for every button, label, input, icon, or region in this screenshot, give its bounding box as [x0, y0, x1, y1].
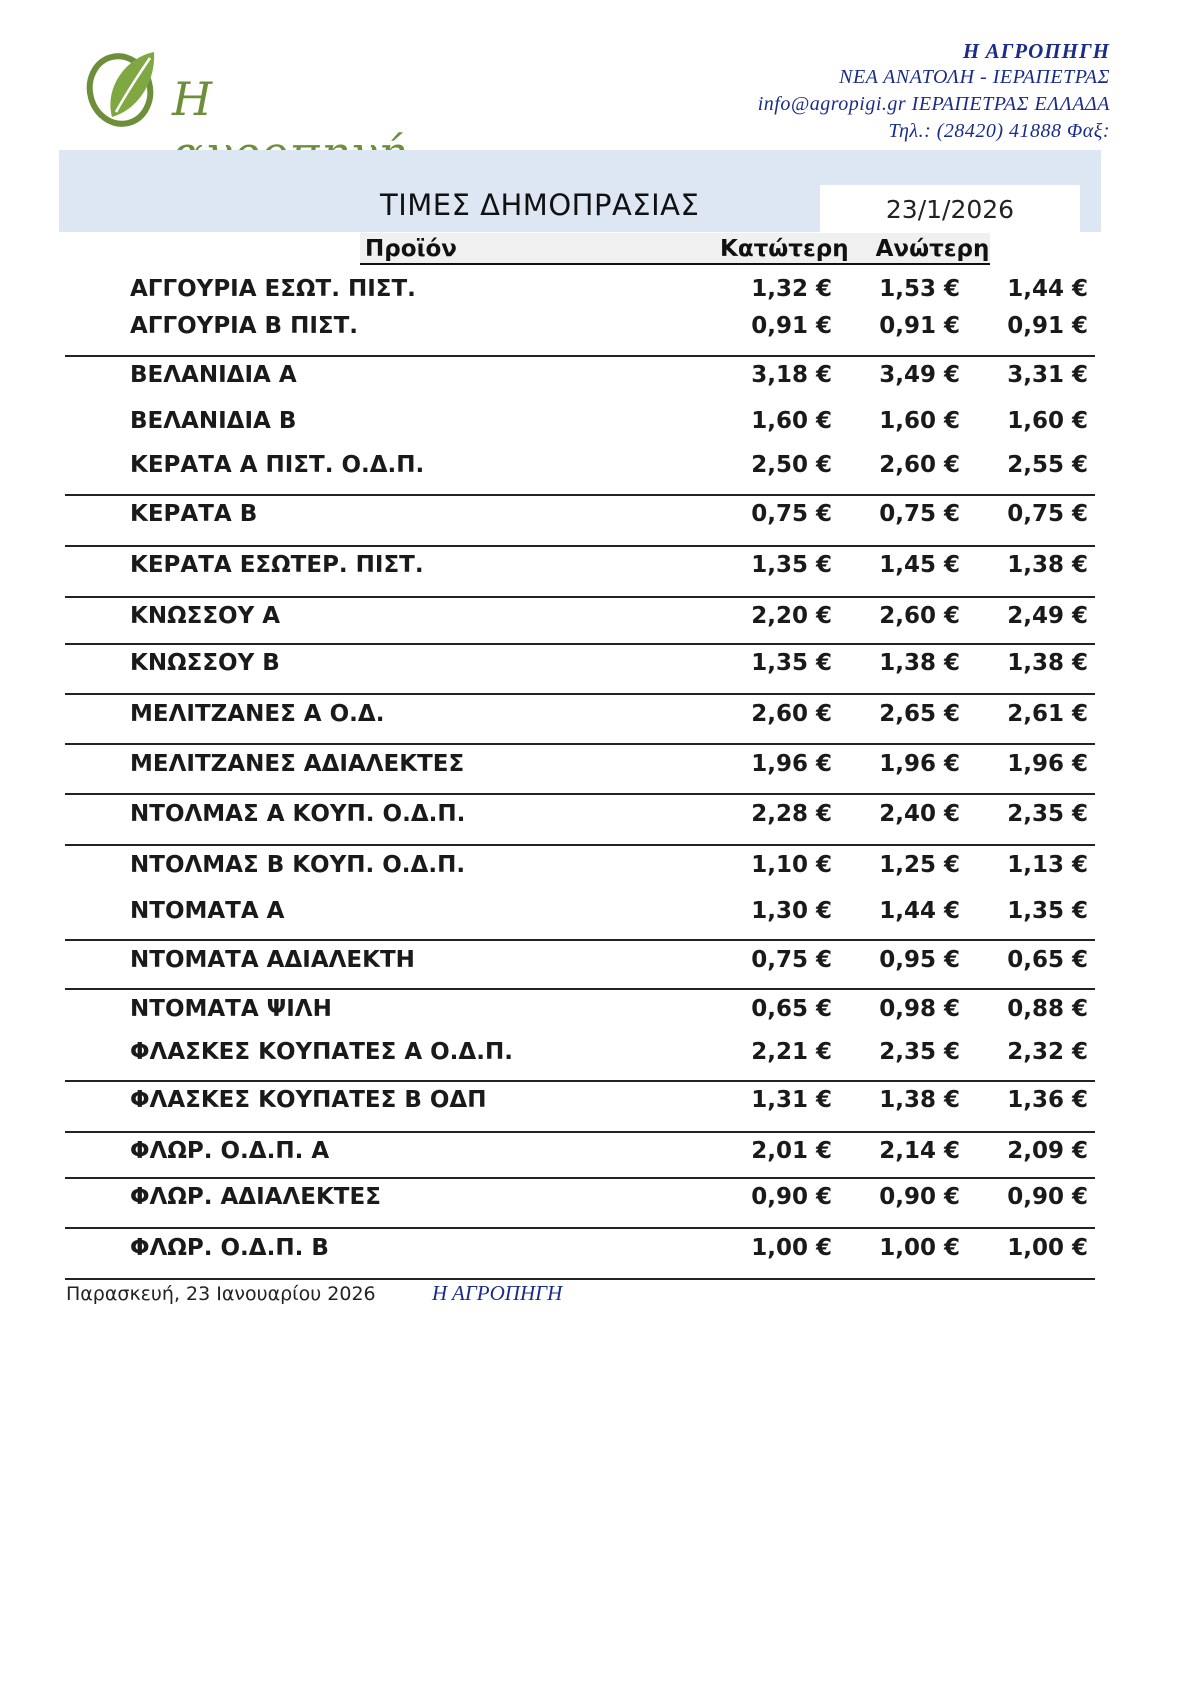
- price-high: 2,65 €: [879, 701, 960, 727]
- price-average: 2,61 €: [1007, 701, 1088, 727]
- price-low: 1,32 €: [751, 276, 832, 302]
- price-high: 0,91 €: [879, 313, 960, 339]
- column-header-product: Προϊόν: [365, 236, 457, 262]
- table-row: [0, 356, 1200, 394]
- table-row: [0, 795, 1200, 833]
- table-row: [0, 941, 1200, 979]
- company-location: ΝΕΑ ΑΝΑΤΟΛΗ - ΙΕΡΑΠΕΤΡΑΣ: [839, 66, 1110, 88]
- column-header-high: Ανώτερη: [875, 236, 990, 262]
- price-average: 1,96 €: [1007, 751, 1088, 777]
- product-name: ΦΛΩΡ. ΑΔΙΑΛΕΚΤΕΣ: [130, 1184, 381, 1210]
- price-average: 1,38 €: [1007, 552, 1088, 578]
- price-low: 1,96 €: [751, 751, 832, 777]
- price-average: 0,65 €: [1007, 947, 1088, 973]
- table-row: [0, 990, 1200, 1028]
- product-name: ΚΝΩΣΣΟΥ Β: [130, 650, 280, 676]
- product-name: ΚΕΡΑΤΑ Α ΠΙΣΤ. Ο.Δ.Π.: [130, 452, 425, 478]
- product-name: ΦΛΩΡ. Ο.Δ.Π. Α: [130, 1138, 330, 1164]
- price-low: 1,10 €: [751, 852, 832, 878]
- price-average: 0,91 €: [1007, 313, 1088, 339]
- table-row: [0, 1229, 1200, 1267]
- price-average: 0,75 €: [1007, 501, 1088, 527]
- price-low: 1,30 €: [751, 898, 832, 924]
- table-row: [0, 402, 1200, 440]
- product-name: ΦΛΑΣΚΕΣ ΚΟΥΠΑΤΕΣ Α Ο.Δ.Π.: [130, 1039, 513, 1065]
- price-average: 2,09 €: [1007, 1138, 1088, 1164]
- price-high: 2,14 €: [879, 1138, 960, 1164]
- price-average: 1,60 €: [1007, 408, 1088, 434]
- price-high: 1,45 €: [879, 552, 960, 578]
- price-low: 0,91 €: [751, 313, 832, 339]
- company-info: [758, 38, 1110, 145]
- price-high: 2,60 €: [879, 452, 960, 478]
- company-email-line: info@agropigi.gr ΙΕΡΑΠΕΤΡΑΣ ΕΛΛΑΔΑ: [757, 93, 1110, 115]
- table-row: [0, 644, 1200, 682]
- price-low: 0,90 €: [751, 1184, 832, 1210]
- column-header-low: Κατώτερη: [720, 236, 849, 262]
- price-high: 0,90 €: [879, 1184, 960, 1210]
- price-average: 2,49 €: [1007, 603, 1088, 629]
- price-high: 2,40 €: [879, 801, 960, 827]
- price-average: 1,36 €: [1007, 1087, 1088, 1113]
- price-high: 1,38 €: [879, 650, 960, 676]
- page-title: ΤΙΜΕΣ ΔΗΜΟΠΡΑΣΙΑΣ: [380, 188, 700, 222]
- price-high: 1,44 €: [879, 898, 960, 924]
- price-average: 2,55 €: [1007, 452, 1088, 478]
- price-average: 1,35 €: [1007, 898, 1088, 924]
- product-name: ΝΤΟΜΑΤΑ Α: [130, 898, 285, 924]
- table-row: [0, 495, 1200, 533]
- product-name: ΦΛΑΣΚΕΣ ΚΟΥΠΑΤΕΣ Β ΟΔΠ: [130, 1087, 487, 1113]
- table-row: [0, 1132, 1200, 1170]
- product-name: ΚΕΡΑΤΑ Β: [130, 501, 258, 527]
- price-high: 1,00 €: [879, 1235, 960, 1261]
- table-row: [0, 597, 1200, 635]
- product-name: ΒΕΛΑΝΙΔΙΑ Β: [130, 408, 297, 434]
- price-high: 1,53 €: [879, 276, 960, 302]
- company-name: Η ΑΓΡΟΠΗΓΗ: [962, 39, 1110, 63]
- product-name: ΦΛΩΡ. Ο.Δ.Π. Β: [130, 1235, 329, 1261]
- table-row: [0, 1081, 1200, 1119]
- column-header-underline: [360, 263, 990, 265]
- price-average: 1,38 €: [1007, 650, 1088, 676]
- product-name: ΑΓΓΟΥΡΙΑ ΕΣΩΤ. ΠΙΣΤ.: [130, 276, 416, 302]
- price-high: 2,35 €: [879, 1039, 960, 1065]
- price-low: 2,28 €: [751, 801, 832, 827]
- price-low: 3,18 €: [751, 362, 832, 388]
- table-row: [0, 270, 1200, 308]
- price-high: 0,75 €: [879, 501, 960, 527]
- footer-company-name: Η ΑΓΡΟΠΗΓΗ: [432, 1281, 563, 1305]
- price-low: 2,20 €: [751, 603, 832, 629]
- product-name: ΝΤΟΜΑΤΑ ΑΔΙΑΛΕΚΤΗ: [130, 947, 415, 973]
- price-low: 0,75 €: [751, 501, 832, 527]
- price-low: 2,60 €: [751, 701, 832, 727]
- price-low: 2,21 €: [751, 1039, 832, 1065]
- table-row: [0, 892, 1200, 930]
- price-low: 1,35 €: [751, 552, 832, 578]
- product-name: ΑΓΓΟΥΡΙΑ Β ΠΙΣΤ.: [130, 313, 359, 339]
- table-row: [0, 546, 1200, 584]
- product-name: ΝΤΟΛΜΑΣ Β ΚΟΥΠ. Ο.Δ.Π.: [130, 852, 466, 878]
- price-low: 1,00 €: [751, 1235, 832, 1261]
- price-high: 2,60 €: [879, 603, 960, 629]
- table-row: [0, 1033, 1200, 1071]
- table-row: [0, 307, 1200, 345]
- price-low: 2,01 €: [751, 1138, 832, 1164]
- price-average: 1,00 €: [1007, 1235, 1088, 1261]
- price-high: 1,96 €: [879, 751, 960, 777]
- price-low: 0,65 €: [751, 996, 832, 1022]
- leaf-logo-icon: [82, 42, 172, 132]
- product-name: ΒΕΛΑΝΙΔΙΑ Α: [130, 362, 297, 388]
- price-average: 1,44 €: [1007, 276, 1088, 302]
- table-row: [0, 846, 1200, 884]
- price-low: 1,31 €: [751, 1087, 832, 1113]
- product-name: ΝΤΟΜΑΤΑ ΨΙΛΗ: [130, 996, 332, 1022]
- row-separator: [65, 1278, 1095, 1280]
- company-logo: [82, 42, 402, 142]
- price-high: 1,38 €: [879, 1087, 960, 1113]
- price-low: 1,60 €: [751, 408, 832, 434]
- price-low: 0,75 €: [751, 947, 832, 973]
- price-high: 0,98 €: [879, 996, 960, 1022]
- table-row: [0, 695, 1200, 733]
- price-average: 3,31 €: [1007, 362, 1088, 388]
- price-average: 0,88 €: [1007, 996, 1088, 1022]
- footer-date: Παρασκευή, 23 Ιανουαρίου 2026: [66, 1283, 376, 1305]
- price-average: 0,90 €: [1007, 1184, 1088, 1210]
- product-name: ΝΤΟΛΜΑΣ Α ΚΟΥΠ. Ο.Δ.Π.: [130, 801, 466, 827]
- table-row: [0, 745, 1200, 783]
- price-average: 2,32 €: [1007, 1039, 1088, 1065]
- price-high: 3,49 €: [879, 362, 960, 388]
- price-low: 2,50 €: [751, 452, 832, 478]
- table-row: [0, 1178, 1200, 1216]
- product-name: ΜΕΛΙΤΖΑΝΕΣ ΑΔΙΑΛΕΚΤΕΣ: [130, 751, 465, 777]
- product-name: ΚΝΩΣΣΟΥ Α: [130, 603, 281, 629]
- table-row: [0, 446, 1200, 484]
- auction-date: 23/1/2026: [820, 185, 1080, 232]
- price-low: 1,35 €: [751, 650, 832, 676]
- price-average: 2,35 €: [1007, 801, 1088, 827]
- logo-wordmark: Η: [172, 72, 214, 126]
- price-high: 1,25 €: [879, 852, 960, 878]
- price-average: 1,13 €: [1007, 852, 1088, 878]
- product-name: ΜΕΛΙΤΖΑΝΕΣ Α Ο.Δ.: [130, 701, 385, 727]
- price-high: 1,60 €: [879, 408, 960, 434]
- company-phone-line: Τηλ.: (28420) 41888 Φαξ:: [888, 120, 1110, 142]
- product-name: ΚΕΡΑΤΑ ΕΣΩΤΕΡ. ΠΙΣΤ.: [130, 552, 424, 578]
- price-high: 0,95 €: [879, 947, 960, 973]
